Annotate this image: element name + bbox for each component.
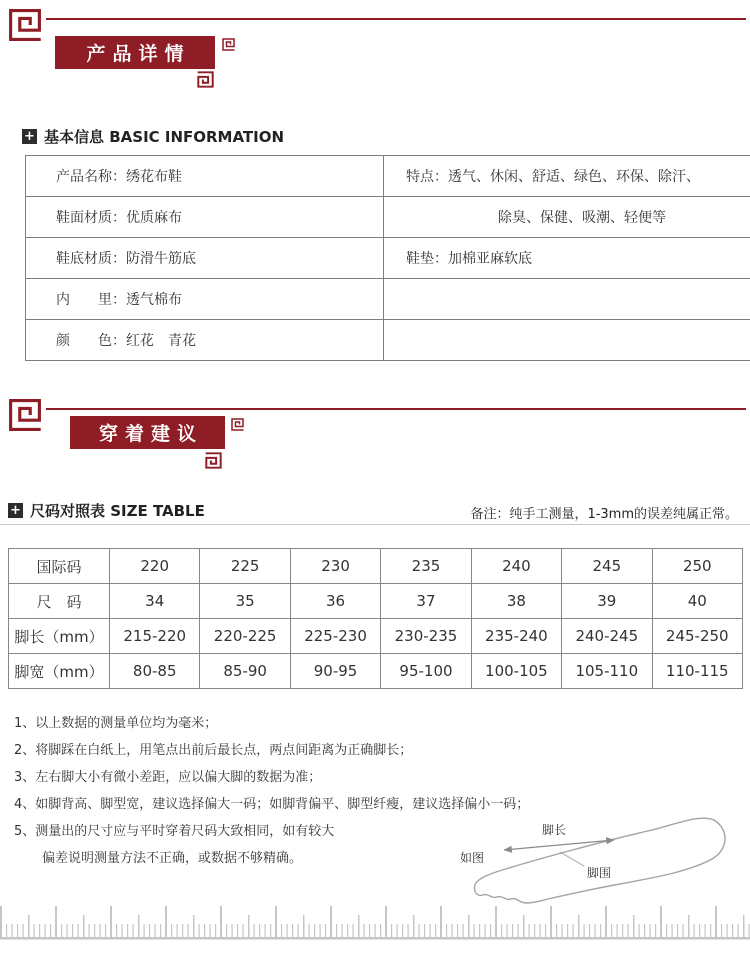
- table-row: [9, 619, 743, 654]
- size-cell: 215-220: [110, 619, 200, 654]
- fret-small-icon: [231, 418, 244, 431]
- table-row: [26, 320, 750, 361]
- size-cell: 37: [381, 584, 471, 619]
- info-cell: [384, 320, 750, 361]
- size-cell: 95-100: [381, 654, 471, 689]
- fret-corner-icon: [8, 8, 42, 42]
- figure-label: 如图: [460, 851, 485, 865]
- fret-corner-icon: [8, 398, 42, 432]
- fret-small-icon: [222, 38, 235, 51]
- size-cell: 39: [562, 584, 652, 619]
- fret-small-icon: [197, 71, 214, 88]
- size-cell: 35: [200, 584, 290, 619]
- basic-info-header: [22, 126, 284, 147]
- row-label: 脚宽（mm）: [9, 654, 110, 689]
- row-label: 脚长（mm）: [9, 619, 110, 654]
- row-label: 国际码: [9, 549, 110, 584]
- table-row: [26, 197, 750, 238]
- row-label: 尺 码: [9, 584, 110, 619]
- size-table-title: 尺码对照表 SIZE TABLE: [30, 502, 205, 520]
- basic-info-title: 基本信息 BASIC INFORMATION: [44, 128, 285, 146]
- size-cell: 240: [471, 549, 561, 584]
- info-cell: 内 里：透气棉布: [26, 279, 384, 320]
- size-cell: 235: [381, 549, 471, 584]
- note-line: 2、将脚踩在白纸上，用笔点出前后最长点，两点间距离为正确脚长；: [14, 743, 413, 758]
- size-cell: 230-235: [381, 619, 471, 654]
- length-arrow: [504, 840, 614, 850]
- header-divider: [0, 524, 750, 525]
- size-cell: 100-105: [471, 654, 561, 689]
- size-cell: 105-110: [562, 654, 652, 689]
- size-cell: 240-245: [562, 619, 652, 654]
- banner-title: 产品详情: [86, 43, 191, 65]
- info-cell: 鞋底材质：防滑牛筋底: [26, 238, 384, 279]
- size-cell: 220: [110, 549, 200, 584]
- section-banner-wear-advice: [70, 416, 225, 449]
- size-cell: 36: [290, 584, 380, 619]
- note-line: 4、如脚背高、脚型宽，建议选择偏大一码；如脚背偏平、脚型纤瘦，建议选择偏小一码；: [14, 797, 530, 812]
- size-cell: 245: [562, 549, 652, 584]
- size-cell: 110-115: [652, 654, 742, 689]
- ruler-ticks: [0, 898, 750, 940]
- size-table-header: [8, 500, 205, 521]
- note-line: 偏差说明测量方法不正确，或数据不够精确。: [42, 851, 303, 866]
- note-line: 3、左右脚大小有微小差距，应以偏大脚的数据为准；: [14, 770, 322, 785]
- table-row: [9, 654, 743, 689]
- size-cell: 40: [652, 584, 742, 619]
- note-line: 5、测量出的尺寸应与平时穿着尺码大致相同，如有较大: [14, 824, 335, 839]
- plus-icon: +: [8, 503, 23, 518]
- foot-outline: [474, 818, 725, 903]
- table-row: [26, 279, 750, 320]
- info-cell: 除臭、保健、吸潮、轻便等: [384, 197, 750, 238]
- table-row: [26, 238, 750, 279]
- size-cell: 220-225: [200, 619, 290, 654]
- size-cell: 250: [652, 549, 742, 584]
- size-cell: 85-90: [200, 654, 290, 689]
- foot-length-label: 脚长: [542, 823, 567, 837]
- size-cell: 90-95: [290, 654, 380, 689]
- info-cell: 鞋面材质：优质麻布: [26, 197, 384, 238]
- foot-measurement-diagram: [452, 786, 744, 906]
- info-cell: 颜 色：红花 青花: [26, 320, 384, 361]
- size-table-note: 备注：纯手工测量，1-3mm的误差纯属正常。: [470, 507, 738, 522]
- info-cell: [384, 279, 750, 320]
- size-cell: 245-250: [652, 619, 742, 654]
- size-cell: 230: [290, 549, 380, 584]
- girth-pointer-line: [560, 852, 584, 866]
- ruler-graphic: [0, 898, 750, 940]
- note-line: 1、以上数据的测量单位均为毫米；: [14, 716, 218, 731]
- size-table: [8, 548, 743, 689]
- table-row: [26, 156, 750, 197]
- section-banner-product-detail: [55, 36, 215, 69]
- foot-girth-label: 脚围: [587, 866, 612, 880]
- table-row: [9, 584, 743, 619]
- size-cell: 225-230: [290, 619, 380, 654]
- size-cell: 34: [110, 584, 200, 619]
- ruler-baseline: [0, 937, 750, 940]
- basic-info-table: [25, 155, 750, 361]
- banner-title: 穿着建议: [98, 423, 203, 445]
- size-cell: 80-85: [110, 654, 200, 689]
- plus-icon: +: [22, 129, 37, 144]
- size-cell: 235-240: [471, 619, 561, 654]
- size-cell: 38: [471, 584, 561, 619]
- fret-small-icon: [205, 452, 222, 469]
- info-cell: 鞋垫：加棉亚麻软底: [384, 238, 750, 279]
- info-cell: 产品名称：绣花布鞋: [26, 156, 384, 197]
- decorative-line: [46, 18, 746, 20]
- table-row: [9, 549, 743, 584]
- decorative-line: [46, 408, 746, 410]
- info-cell: 特点：透气、休闲、舒适、绿色、环保、除汗、: [384, 156, 750, 197]
- size-cell: 225: [200, 549, 290, 584]
